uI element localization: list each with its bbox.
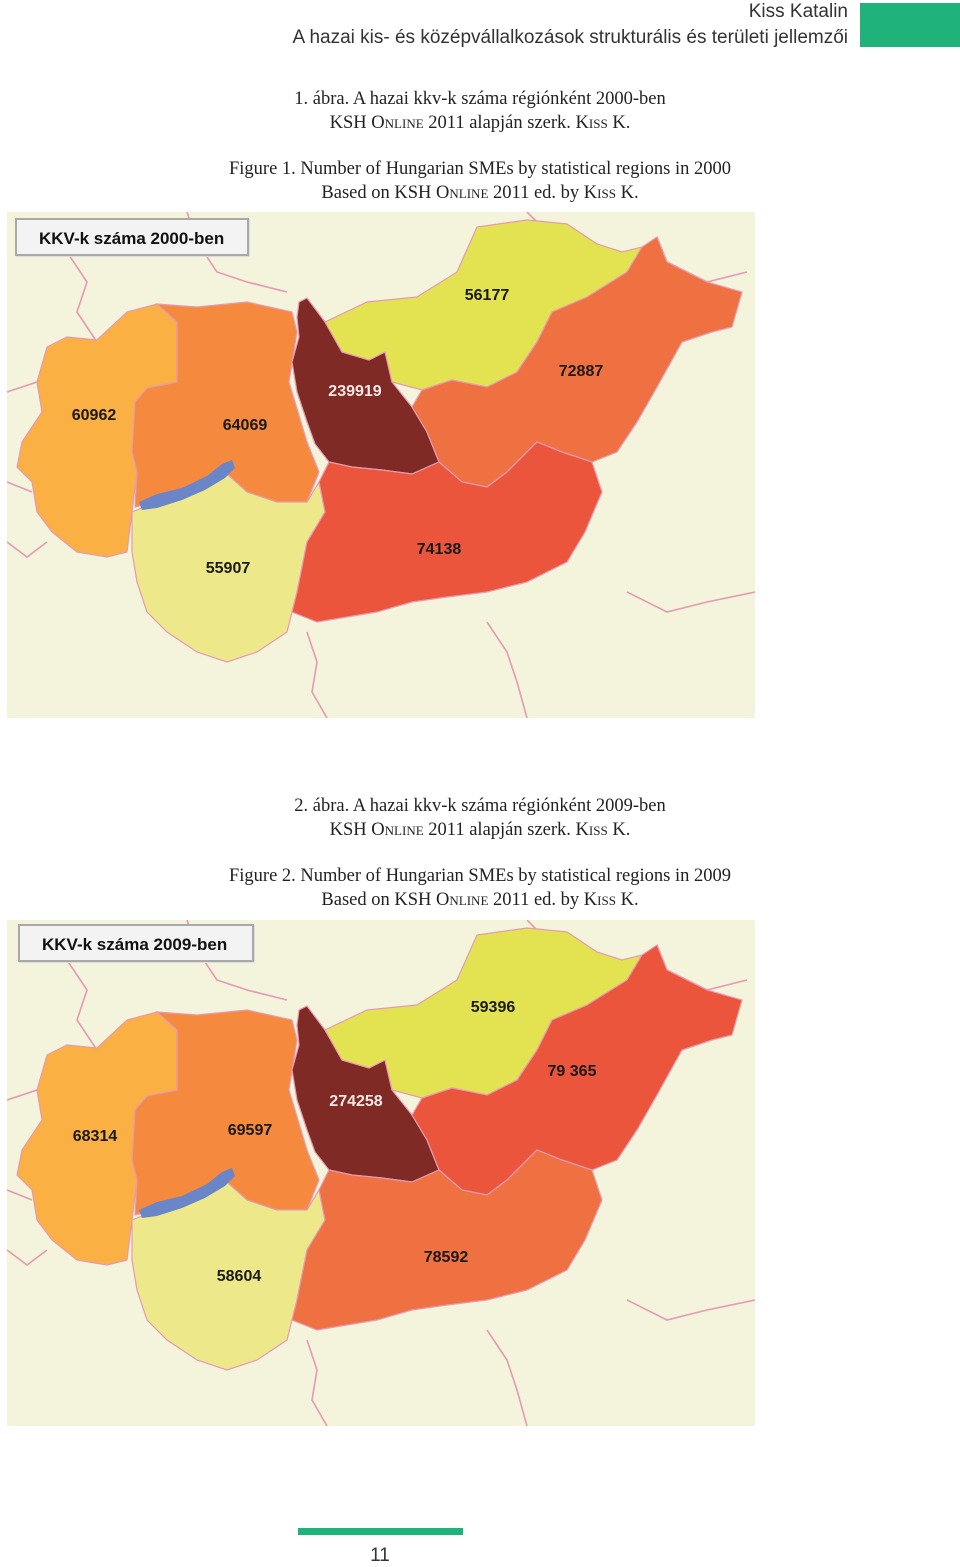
map-2000-title: KKV-k száma 2000-ben xyxy=(15,218,249,256)
figure2-caption-hu xyxy=(0,794,960,842)
label-kozep-dunantul: 69597 xyxy=(227,1122,273,1139)
figure1-caption-en xyxy=(0,157,960,205)
footer-accent-bar xyxy=(298,1528,463,1535)
label-nyugat-dunantul: 60962 xyxy=(71,407,117,424)
page-number: 11 xyxy=(370,1545,390,1566)
figure1-caption-hu-line1: 1. ábra. A hazai kkv-k száma régiónként 2000-ben xyxy=(294,89,666,109)
label-del-dunantul: 55907 xyxy=(205,560,251,577)
label-kozep-magyarorszag: 274258 xyxy=(329,1093,383,1110)
map-2009 xyxy=(7,920,755,1426)
label-del-alfold: 78592 xyxy=(423,1249,469,1266)
label-kozep-dunantul: 64069 xyxy=(222,417,268,434)
label-eszak-magyarorszag: 59396 xyxy=(470,999,516,1016)
map-2000 xyxy=(7,212,755,718)
figure2-caption-hu-line1: 2. ábra. A hazai kkv-k száma régiónként 2009-ben xyxy=(294,796,666,816)
figure2-caption-hu-line2: KSH Online 2011 alapján szerk. Kiss K. xyxy=(329,820,631,840)
header-accent-bar xyxy=(860,3,960,47)
label-kozep-magyarorszag: 239919 xyxy=(328,383,382,400)
map-2009-svg xyxy=(7,920,755,1426)
figure2-caption-en-line1: Figure 2. Number of Hungarian SMEs by statistical regions in 2009 xyxy=(228,866,731,886)
label-eszak-alfold: 72887 xyxy=(558,363,604,380)
header-author: Kiss Katalin xyxy=(748,1,848,22)
label-eszak-alfold: 79 365 xyxy=(547,1063,597,1080)
region-del-alfold xyxy=(292,442,602,622)
figure2-caption-en-line2: Based on KSH Online 2011 ed. by Kiss K. xyxy=(321,890,639,910)
label-del-dunantul: 58604 xyxy=(216,1268,262,1285)
label-nyugat-dunantul: 68314 xyxy=(72,1128,118,1145)
map-2009-title: KKV-k száma 2009-ben xyxy=(18,924,254,962)
region-del-alfold xyxy=(292,1150,602,1330)
figure1-caption-hu-line2: KSH Online 2011 alapján szerk. Kiss K. xyxy=(329,113,631,133)
figure1-caption-en-line2: Based on KSH Online 2011 ed. by Kiss K. xyxy=(321,183,639,203)
figure1-caption-en-line1: Figure 1. Number of Hungarian SMEs by statistical regions in 2000 xyxy=(228,159,731,179)
header-title: A hazai kis- és középvállalkozások strukturális és területi jellemzői xyxy=(292,27,848,48)
label-del-alfold: 74138 xyxy=(416,541,462,558)
map-2000-svg xyxy=(7,212,755,718)
figure2-caption-en xyxy=(0,864,960,912)
figure1-caption-hu xyxy=(0,87,960,135)
label-eszak-magyarorszag: 56177 xyxy=(464,287,510,304)
